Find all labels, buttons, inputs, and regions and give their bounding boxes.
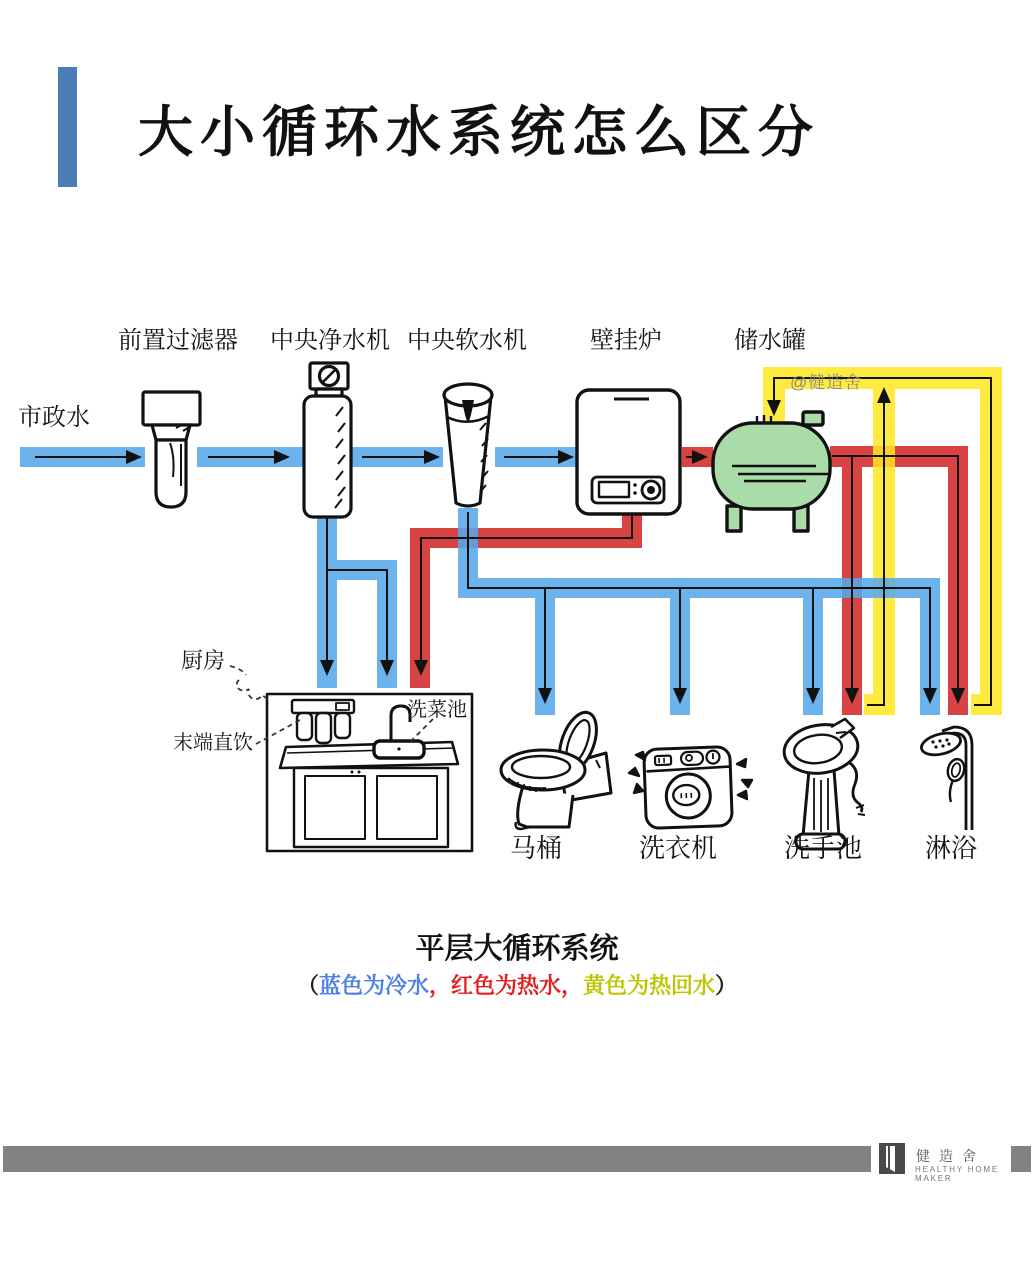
label-veggie-sink: 洗菜池 [407,699,467,721]
legend-return: 黄色为热回水 [583,973,716,998]
label-pre-filter: 前置过滤器 [118,327,238,354]
label-tank: 储水罐 [734,327,806,354]
label-purifier: 中央净水机 [270,327,390,354]
label-boiler: 壁挂炉 [590,327,662,354]
brand-name-cn: 健造舍 [916,1148,985,1164]
toilet-icon [501,707,611,829]
legend-close: ） [715,973,738,998]
label-toilet: 马桶 [509,833,562,863]
legend-comma2: ， [561,973,584,998]
pre-filter-icon [143,392,200,507]
legend-open: （ [296,973,319,998]
boiler-icon [577,390,680,514]
central-softener-icon [444,384,492,506]
terminal-filter-icon [292,700,354,743]
label-basin: 洗手池 [783,833,862,863]
brand-name-en: HEALTHY HOME MAKER [915,1165,999,1183]
diagram-caption: 平层大循环系统 [415,933,619,965]
central-purifier-icon [304,363,351,517]
legend-cold: 蓝色为冷水 [318,973,429,998]
washing-machine-icon [629,747,752,829]
legend-comma1: ， [428,973,451,998]
label-terminal-drinking: 末端直饮 [173,732,253,754]
cabinet-icon [294,768,448,847]
watermark: @健造舍 [790,373,863,392]
label-softener: 中央软水机 [407,327,527,354]
label-municipal-water: 市政水 [18,404,90,431]
brand-logo-icon [878,1142,908,1176]
color-legend [0,969,1034,1000]
label-washer: 洗衣机 [638,833,717,863]
label-kitchen: 厨房 [181,648,226,673]
legend-hot: 红色为热水 [450,973,561,998]
label-shower: 淋浴 [924,833,977,863]
storage-tank-icon [713,412,830,531]
page-title: 大小循环水系统怎么区分 [138,99,821,164]
hand-basin-icon [781,719,865,849]
shower-icon [919,727,972,830]
title-accent-bar [58,67,77,187]
